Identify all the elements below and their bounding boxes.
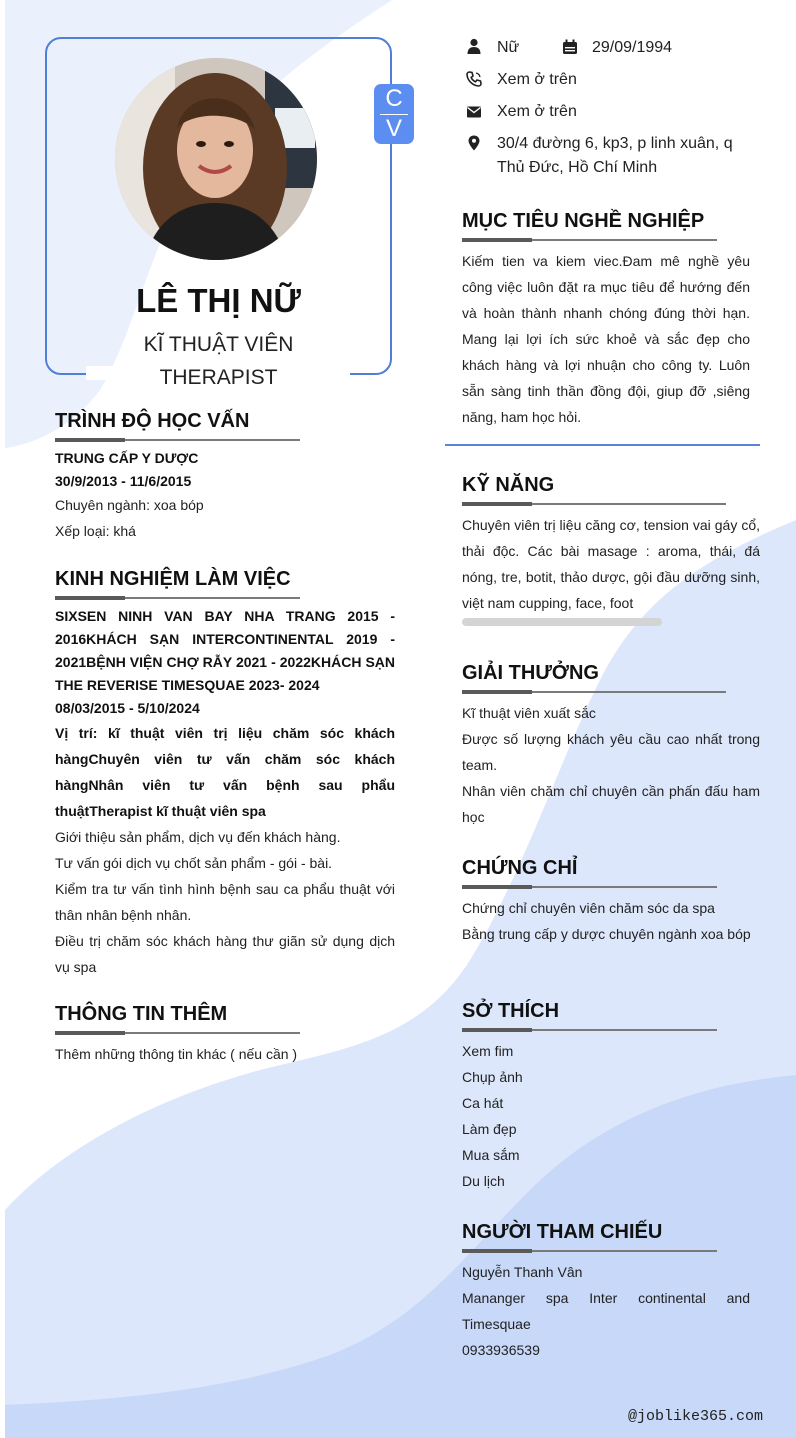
address-line-2: Thủ Đức, Hồ Chí Minh [497, 159, 658, 176]
person-icon [466, 38, 482, 54]
hobbies-title: SỞ THÍCH [462, 1000, 560, 1022]
education-school: TRUNG CẤP Y DƯỢC [55, 450, 199, 466]
award-item: Nhân viên chăm chỉ chuyên cần phấn đấu ham học [462, 783, 760, 825]
certificates-underline [462, 886, 717, 888]
hobby-item: Xem fim [462, 1043, 514, 1059]
education-grade: Xếp loại: khá [55, 523, 136, 539]
footer-watermark: @joblike365.com [628, 1408, 764, 1425]
experience-underline [55, 597, 300, 599]
location-pin-icon [466, 135, 482, 151]
objective-divider [445, 444, 760, 446]
address-line-1: 30/4 đường 6, kp3, p linh xuân, q [497, 135, 733, 152]
email-value: Xem ở trên [497, 103, 577, 120]
experience-position: Vị trí: kĩ thuật viên trị liệu chăm sóc khách hàngChuyên viên tư vấn chăm sóc khách hàngNhân viên tư vấn bệnh sau phẩu thuậtTherapist kĩ thuật viên spa [55, 725, 395, 819]
certificate-item: Chứng chỉ chuyên viên chăm sóc da spa [462, 900, 715, 916]
objective-text: Kiếm tien va kiem viec.Đam mê nghề yêu công việc luôn đặt ra mục tiêu để hướng đến và hoàn thành nhanh chóng đúng thời hạn. Mang lại lợi ích sức khoẻ và sắc đẹp cho khách hàng và lợi nhuận cho công ty. Luôn sẵn sàng tinh thần đồng đội, giup đỡ ,siêng năng, ham học hỏi. [462, 253, 750, 425]
reference-phone: 0933936539 [462, 1342, 540, 1358]
skill-level-bar [462, 618, 662, 626]
role-line-2: THERAPIST [159, 366, 278, 389]
certificates-list [462, 895, 760, 947]
avatar-photo-icon [115, 58, 317, 260]
hobby-item: Chụp ảnh [462, 1069, 523, 1085]
gender-value: Nữ [497, 39, 520, 56]
cv-badge-top: C [385, 85, 403, 112]
experience-duty: Kiểm tra tư vấn tình hình bệnh sau ca phẩu thuật với thân nhân bệnh nhân. [55, 881, 395, 923]
references-section [462, 1259, 750, 1363]
role-line-1: KĨ THUẬT VIÊN [143, 333, 294, 356]
birthdate-value: 29/09/1994 [592, 39, 673, 56]
skills-title: KỸ NĂNG [462, 474, 555, 496]
experience-duty: Giới thiệu sản phẩm, dịch vụ đến khách hàng. [55, 829, 341, 845]
experience-duty: Tư vấn gói dịch vụ chốt sản phẩm - gói - bài. [55, 855, 333, 871]
education-underline [55, 439, 300, 441]
skills-underline [462, 503, 726, 505]
reference-position: Mananger spa Inter continental and Timesquae [462, 1290, 750, 1332]
hobby-item: Mua sắm [462, 1147, 520, 1163]
education-dates: 30/9/2013 - 11/6/2015 [55, 473, 192, 489]
extra-underline [55, 1032, 300, 1034]
calendar-icon [562, 39, 578, 55]
email-icon [466, 104, 482, 120]
candidate-role [45, 328, 392, 394]
references-underline [462, 1250, 717, 1252]
hobbies-underline [462, 1029, 717, 1031]
extra-text: Thêm những thông tin khác ( nếu cần ) [55, 1046, 298, 1062]
objective-underline [462, 239, 717, 241]
experience-companies: SIXSEN NINH VAN BAY NHA TRANG 2015 - 2016KHÁCH SẠN INTERCONTINENTAL 2019 - 2021BỆNH VIỆN CHỢ RẪY 2021 - 2022KHÁCH SẠN THE REVERISE TIMESQUAE 2023- 2024 [55, 608, 395, 693]
certificates-title: CHỨNG CHỈ [462, 857, 578, 879]
awards-list [462, 700, 760, 830]
hobbies-list [462, 1038, 760, 1194]
education-major: Chuyên ngành: xoa bóp [55, 497, 204, 513]
objective-title: MỤC TIÊU NGHỀ NGHIỆP [462, 210, 705, 232]
phone-icon [466, 71, 482, 87]
reference-name: Nguyễn Thanh Vân [462, 1264, 583, 1280]
cv-badge-bottom: V [385, 115, 402, 142]
experience-duty: Điều trị chăm sóc khách hàng thư giãn sử dụng dịch vụ spa [55, 933, 395, 975]
award-item: Được số lượng khách yêu cầu cao nhất trong team. [462, 731, 760, 773]
certificate-item: Bằng trung cấp y dược chuyên ngành xoa bóp [462, 926, 751, 942]
address-value [497, 132, 757, 180]
experience-title: KINH NGHIỆM LÀM VIỆC [55, 568, 291, 590]
references-title: NGƯỜI THAM CHIẾU [462, 1221, 663, 1243]
cv-badge [374, 84, 414, 144]
awards-underline [462, 691, 726, 693]
experience-dates: 08/03/2015 - 5/10/2024 [55, 700, 200, 716]
phone-value: Xem ở trên [497, 71, 577, 88]
extra-title: THÔNG TIN THÊM [55, 1003, 228, 1025]
education-title: TRÌNH ĐỘ HỌC VẤN [55, 410, 250, 432]
hobby-item: Du lịch [462, 1173, 505, 1189]
award-item: Kĩ thuật viên xuất sắc [462, 705, 596, 721]
skills-text: Chuyên viên trị liệu căng cơ, tension vai gáy cổ, thải độc. Các bài masage : aroma, thái, đá nóng, tre, botit, thảo dược, gội đầu dưỡng sinh, việt nam cupping, face, foot [462, 517, 760, 611]
candidate-name: LÊ THỊ NỮ [136, 282, 301, 319]
hobby-item: Ca hát [462, 1095, 504, 1111]
awards-title: GIẢI THƯỞNG [462, 662, 599, 684]
education-section [55, 446, 395, 544]
experience-section [55, 605, 395, 980]
hobby-item: Làm đẹp [462, 1121, 517, 1137]
avatar [115, 58, 317, 260]
